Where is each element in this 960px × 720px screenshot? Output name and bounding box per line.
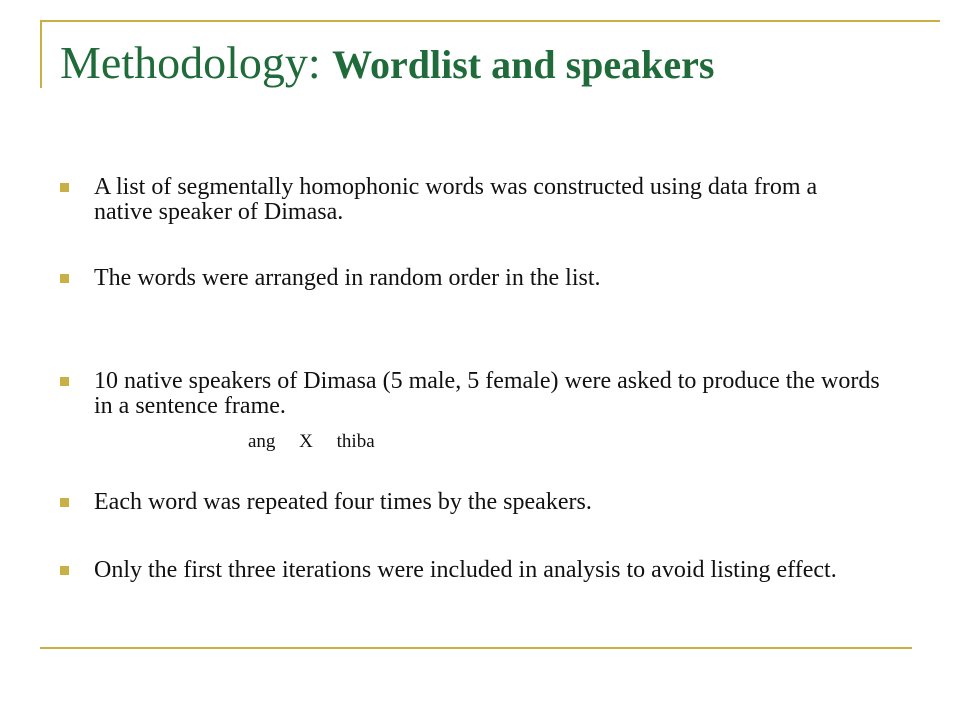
- square-bullet-icon: [60, 498, 69, 507]
- square-bullet-icon: [60, 566, 69, 575]
- bullet-item-5: [60, 558, 880, 583]
- left-rule: [40, 20, 42, 88]
- bottom-rule: [40, 647, 912, 649]
- top-rule: [40, 20, 940, 22]
- bullet-text: Each word was repeated four times by the speakers.: [94, 489, 592, 515]
- slide-title: [60, 38, 714, 89]
- square-bullet-icon: [60, 274, 69, 283]
- bullet-item-1: [60, 175, 880, 225]
- square-bullet-icon: [60, 183, 69, 192]
- bullet-text: 10 native speakers of Dimasa (5 male, 5 female) were asked to produce the words in a sentence frame.: [94, 368, 880, 419]
- bullet-text: Only the first three iterations were included in analysis to avoid listing effect.: [94, 557, 837, 583]
- square-bullet-icon: [60, 377, 69, 386]
- title-bold: Wordlist and speakers: [332, 42, 715, 87]
- bullet-text: The words were arranged in random order in the list.: [94, 265, 601, 291]
- bullet-item-2: [60, 266, 880, 291]
- bullet-item-3: [60, 369, 880, 419]
- bullet-item-4: [60, 490, 880, 515]
- sentence-frame: ang X thiba: [248, 431, 375, 452]
- title-regular: Methodology:: [60, 37, 333, 88]
- bullet-text: A list of segmentally homophonic words was constructed using data from a native speaker of Dimasa.: [94, 174, 818, 225]
